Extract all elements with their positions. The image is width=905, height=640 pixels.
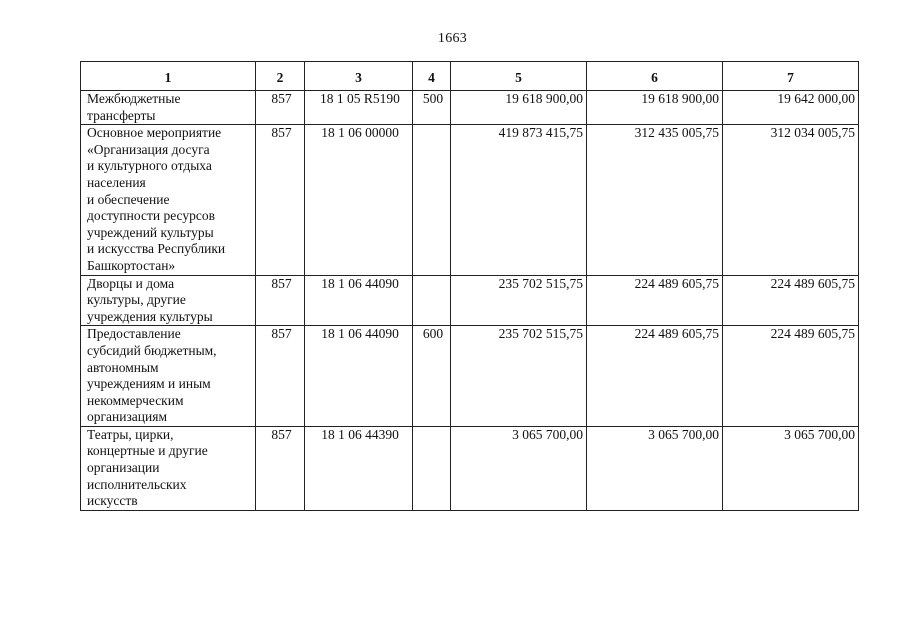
row-type: [413, 426, 451, 510]
row-code: 857: [256, 426, 305, 510]
header-col-2: 2: [256, 62, 305, 91]
row-sum-1: 419 873 415,75: [451, 125, 587, 275]
row-name-cell: [81, 275, 256, 326]
row-sum-1: 19 618 900,00: [451, 91, 587, 125]
row-name-cell: [81, 91, 256, 125]
table-row: [81, 326, 859, 427]
row-code: 857: [256, 326, 305, 427]
table-row: [81, 426, 859, 510]
row-article: 18 1 06 00000: [305, 125, 413, 275]
row-sum-1: 3 065 700,00: [451, 426, 587, 510]
row-sum-1: 235 702 515,75: [451, 275, 587, 326]
row-type: 600: [413, 326, 451, 427]
header-col-6: 6: [587, 62, 723, 91]
row-sum-3: 224 489 605,75: [723, 326, 859, 427]
row-article: 18 1 06 44090: [305, 326, 413, 427]
row-code: 857: [256, 275, 305, 326]
row-sum-3: 224 489 605,75: [723, 275, 859, 326]
row-sum-3: 3 065 700,00: [723, 426, 859, 510]
row-sum-2: 224 489 605,75: [587, 275, 723, 326]
budget-table: [80, 61, 859, 511]
table-row: [81, 91, 859, 125]
row-sum-2: 312 435 005,75: [587, 125, 723, 275]
header-col-4: 4: [413, 62, 451, 91]
row-type: [413, 275, 451, 326]
row-name: Основное мероприятие «Организация досуга и культурного отдыха населения и обеспечение доступности ресурсов учреждений культуры и искусства Республики Башкортостан»: [87, 125, 226, 273]
header-col-5: 5: [451, 62, 587, 91]
row-code: 857: [256, 91, 305, 125]
row-sum-2: 19 618 900,00: [587, 91, 723, 125]
row-name: Театры, цирки, концертные и другие организации исполнительских искусств: [87, 426, 208, 509]
row-article: 18 1 05 R5190: [305, 91, 413, 125]
row-sum-2: 224 489 605,75: [587, 326, 723, 427]
row-type: [413, 125, 451, 275]
row-sum-1: 235 702 515,75: [451, 326, 587, 427]
row-name-cell: [81, 125, 256, 275]
header-col-1: 1: [81, 62, 256, 91]
row-code: 857: [256, 125, 305, 275]
row-name: Межбюджетные трансферты: [87, 91, 181, 123]
row-name-cell: [81, 426, 256, 510]
table-row: [81, 125, 859, 275]
page-number: 1663: [437, 31, 468, 46]
table-header-row: [81, 62, 859, 91]
header-col-3: 3: [305, 62, 413, 91]
row-name: Дворцы и дома культуры, другие учреждения культуры: [87, 275, 213, 324]
header-col-7: 7: [723, 62, 859, 91]
row-sum-2: 3 065 700,00: [587, 426, 723, 510]
row-article: 18 1 06 44390: [305, 426, 413, 510]
table-row: [81, 275, 859, 326]
row-name-cell: [81, 326, 256, 427]
row-sum-3: 312 034 005,75: [723, 125, 859, 275]
row-sum-3: 19 642 000,00: [723, 91, 859, 125]
row-name: Предоставление субсидий бюджетным, автономным учреждениям и иным некоммерческим организациям: [87, 326, 217, 425]
row-article: 18 1 06 44090: [305, 275, 413, 326]
row-type: 500: [413, 91, 451, 125]
